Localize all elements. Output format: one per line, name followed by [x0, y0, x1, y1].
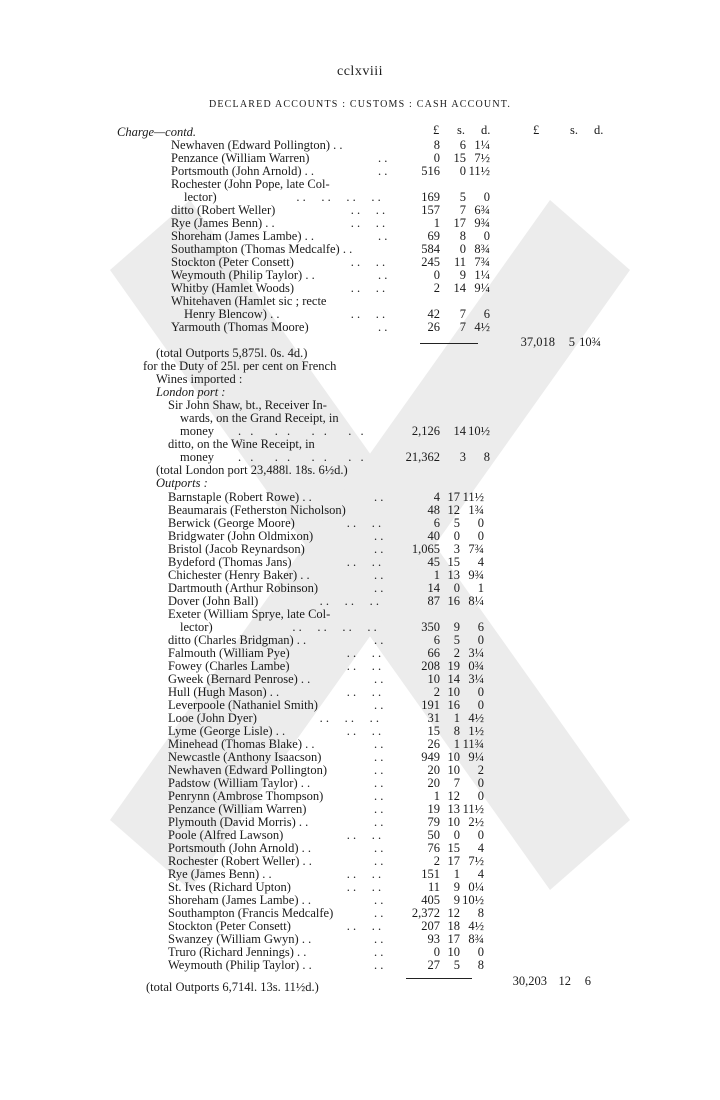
entry-pence: 8¼ — [468, 594, 484, 608]
entry-shillings: 17 — [447, 932, 460, 946]
entry-shillings: 11 — [453, 255, 466, 269]
entry-shillings: 13 — [447, 802, 460, 816]
entry-shillings: 12 — [447, 503, 460, 517]
entry-name: Falmouth (William Pye) — [168, 646, 290, 660]
shaw-line-3: money — [180, 424, 215, 438]
entry-name: Weymouth (Philip Taylor) . . — [171, 268, 315, 282]
entry-leader-dots: . . . . — [350, 203, 386, 217]
entry-pounds: 40 — [427, 529, 440, 543]
entry-pounds: 2,372 — [411, 906, 440, 920]
entry-pounds: 4 — [433, 490, 440, 504]
total-outports-1: (total Outports 5,875l. 0s. 4d.) — [156, 346, 308, 360]
header-pounds-1: £ — [433, 123, 440, 137]
duty-line-1: for the Duty of 25l. per cent on French — [143, 359, 337, 373]
entry-name: Dover (John Ball) — [168, 594, 259, 608]
entry-pounds: 79 — [427, 815, 440, 829]
entry-name: ditto (Charles Bridgman) . . — [168, 633, 307, 647]
entry-pounds: 15 — [427, 724, 440, 738]
subtotal-rule-2 — [406, 978, 472, 979]
entry-leader-dots: . . . . — [346, 724, 382, 738]
entry-pence: 10½ — [462, 893, 484, 907]
entry-pence: 4 — [477, 841, 484, 855]
entry-pence: 9¼ — [474, 281, 490, 295]
entry-pounds: 31 — [427, 711, 440, 725]
entry-pence: 9¾ — [468, 568, 484, 582]
entry-pence: 4½ — [468, 919, 484, 933]
entry-name: Swanzey (William Gwyn) . . — [168, 932, 312, 946]
entry-pounds: 87 — [427, 594, 440, 608]
entry-name: Berwick (George Moore) — [168, 516, 295, 530]
entry-pence: 8¾ — [474, 242, 490, 256]
entry-pounds: 10 — [427, 672, 440, 686]
entry-shillings: 15 — [447, 555, 460, 569]
entry-pence: 6 — [483, 307, 490, 321]
entry-pence: 7¾ — [468, 542, 484, 556]
entry-shillings: 14 — [453, 281, 466, 295]
charge-heading: Charge—contd. — [117, 125, 197, 139]
entry-leader-dots: . . — [374, 945, 384, 959]
entry-shillings: 2 — [453, 646, 460, 660]
entry-pounds: 27 — [427, 958, 440, 972]
entry-pounds: 76 — [427, 841, 440, 855]
entry-name: Southampton (Francis Medcalfe) — [168, 906, 334, 920]
duty-line-2: Wines imported : — [156, 372, 243, 386]
entry-name: Beaumarais (Fetherston Nicholson) — [168, 503, 346, 517]
entry-shillings: 5 — [453, 633, 460, 647]
entry-pence: 6 — [477, 620, 484, 634]
entry-shillings: 16 — [447, 594, 460, 608]
entry-pence: 7½ — [474, 151, 490, 165]
entry-pounds: 45 — [427, 555, 440, 569]
entry-leader-dots: . . . . . . — [319, 711, 379, 725]
entry-leader-dots: . . — [374, 490, 384, 504]
entry-name: Leverpoole (Nathaniel Smith) — [168, 698, 318, 712]
entry-name: Dartmouth (Arthur Robinson) — [168, 581, 318, 595]
entry-name: Whitehaven (Hamlet sic ; recte — [171, 294, 327, 308]
entry-pence: 8¾ — [468, 932, 484, 946]
entry-shillings: 7 — [459, 203, 466, 217]
entry-name: Penzance (William Warren) — [168, 802, 307, 816]
entry-name: Padstow (William Taylor) . . — [168, 776, 311, 790]
entry-pounds: 191 — [421, 698, 440, 712]
entry-pence: 1¼ — [474, 268, 490, 282]
entry-shillings: 10 — [447, 685, 460, 699]
entry-pence: 0 — [477, 529, 484, 543]
subtotal-1-shillings: 5 — [568, 335, 575, 349]
entry-pounds: 50 — [427, 828, 440, 842]
total-outports-2: (total Outports 6,714l. 13s. 11½d.) — [146, 980, 319, 994]
entry-pounds: 207 — [421, 919, 440, 933]
entry-pence: 2½ — [468, 815, 484, 829]
entry-pence: 7¾ — [474, 255, 490, 269]
entry-leader-dots: . . . . — [346, 646, 382, 660]
entry-shillings: 17 — [447, 854, 460, 868]
entry-leader-dots: . . — [374, 815, 384, 829]
entry-name: Bridgwater (John Oldmixon) — [168, 529, 314, 543]
entry-pounds: 2 — [433, 281, 440, 295]
entry-pence: 0 — [477, 828, 484, 842]
entry-pounds: 66 — [427, 646, 440, 660]
entry-name: Southampton (Thomas Medcalfe) . . — [171, 242, 353, 256]
entry-shillings: 5 — [453, 958, 460, 972]
entry-leader-dots: . . . . — [346, 880, 382, 894]
entry-leader-dots: . . . . — [350, 281, 386, 295]
entry-shillings: 15 — [447, 841, 460, 855]
entry-shillings: 3 — [453, 542, 460, 556]
entry-shillings: 8 — [459, 229, 466, 243]
entry-pence: 0 — [477, 516, 484, 530]
entry-name: Rye (James Benn) . . — [168, 867, 272, 881]
entry-name: Poole (Alfred Lawson) — [168, 828, 284, 842]
entry-pence: 8 — [477, 906, 484, 920]
entry-leader-dots: . . — [374, 581, 384, 595]
entry-pounds: 0 — [433, 151, 440, 165]
entry-leader-dots: . . — [378, 151, 388, 165]
entry-leader-dots: . . . . . . . . — [292, 620, 377, 634]
entry-leader-dots: . . — [374, 568, 384, 582]
entry-pence: 3¼ — [468, 672, 484, 686]
entry-pence: 1½ — [468, 724, 484, 738]
entry-shillings: 14 — [447, 672, 460, 686]
entry-leader-dots: . . . . — [350, 216, 386, 230]
entry-name: Yarmouth (Thomas Moore) — [171, 320, 309, 334]
subtotal-2-pence: 6 — [584, 974, 591, 988]
shaw-pounds: 2,126 — [411, 424, 440, 438]
entry-name: Weymouth (Philip Taylor) . . — [168, 958, 312, 972]
entry-pounds: 1 — [433, 568, 440, 582]
entry-leader-dots: . . — [374, 737, 384, 751]
entry-pounds: 157 — [421, 203, 440, 217]
entry-pounds: 0 — [433, 268, 440, 282]
entry-pence: 9¼ — [468, 750, 484, 764]
entry-name: Exeter (William Sprye, late Col- — [168, 607, 331, 621]
entry-pounds: 6 — [433, 633, 440, 647]
entry-shillings: 9 — [459, 268, 466, 282]
entry-shillings: 9 — [453, 893, 460, 907]
entry-name: Fowey (Charles Lambe) — [168, 659, 290, 673]
entry-pounds: 6 — [433, 516, 440, 530]
entry-pounds: 1 — [433, 216, 440, 230]
entry-pence: 6¾ — [474, 203, 490, 217]
entry-leader-dots: . . — [374, 763, 384, 777]
entry-name: Stockton (Peter Consett) — [171, 255, 294, 269]
entry-leader-dots: . . — [374, 672, 384, 686]
entry-leader-dots: . . . . . . . . — [296, 190, 381, 204]
entry-leader-dots: . . — [374, 529, 384, 543]
entry-name: Portsmouth (John Arnold) . . — [168, 841, 312, 855]
subtotal-2-pounds: 30,203 — [512, 974, 547, 988]
entry-pounds: 405 — [421, 893, 440, 907]
entry-name: Bydeford (Thomas Jans) — [168, 555, 292, 569]
entry-name: St. Ives (Richard Upton) — [168, 880, 291, 894]
shaw-leader-dots: . . . . . . . . — [238, 424, 367, 438]
entry-pounds: 14 — [427, 581, 440, 595]
entry-leader-dots: . . . . — [346, 919, 382, 933]
entry-shillings: 17 — [447, 490, 460, 504]
entry-shillings: 18 — [447, 919, 460, 933]
entry-shillings: 7 — [453, 776, 460, 790]
entry-pounds: 245 — [421, 255, 440, 269]
entry-pence: 0 — [477, 633, 484, 647]
entry-name: Lyme (George Lisle) . . — [168, 724, 286, 738]
running-head: DECLARED ACCOUNTS : CUSTOMS : CASH ACCOUNT. — [208, 99, 512, 110]
entry-pounds: 42 — [427, 307, 440, 321]
entry-name: Shoreham (James Lambe) . . — [171, 229, 315, 243]
wine-pounds: 21,362 — [405, 450, 440, 464]
entry-leader-dots: . . — [374, 958, 384, 972]
entry-pence: 0 — [477, 685, 484, 699]
entry-name: lector) — [184, 190, 217, 204]
entry-leader-dots: . . — [374, 633, 384, 647]
entry-shillings: 1 — [453, 867, 460, 881]
entry-pence: 11½ — [468, 164, 490, 178]
entry-pence: 0 — [477, 945, 484, 959]
entry-name: Whitby (Hamlet Woods) — [171, 281, 295, 295]
entry-pounds: 208 — [421, 659, 440, 673]
entry-shillings: 7 — [459, 320, 466, 334]
entry-shillings: 16 — [447, 698, 460, 712]
entry-name: ditto (Robert Weller) — [171, 203, 276, 217]
entry-shillings: 0 — [453, 828, 460, 842]
entry-pounds: 1 — [433, 789, 440, 803]
wine-leader-dots: . . . . . . . . — [238, 450, 367, 464]
entry-pounds: 151 — [421, 867, 440, 881]
entry-shillings: 9 — [453, 620, 460, 634]
entry-pence: 7½ — [468, 854, 484, 868]
entry-pence: 3¼ — [468, 646, 484, 660]
header-pence-2: d. — [594, 123, 604, 137]
entry-pounds: 2 — [433, 685, 440, 699]
entry-pounds: 69 — [427, 229, 440, 243]
entry-shillings: 15 — [453, 151, 466, 165]
entry-leader-dots: . . . . — [346, 659, 382, 673]
subtotal-1-pence: 10¾ — [579, 335, 601, 349]
entry-name: Truro (Richard Jennings) . . — [168, 945, 307, 959]
entry-pounds: 350 — [421, 620, 440, 634]
entry-leader-dots: . . — [378, 320, 388, 334]
entry-pounds: 20 — [427, 763, 440, 777]
entry-name: Newhaven (Edward Pollington) — [168, 763, 327, 777]
header-pence-1: d. — [481, 123, 491, 137]
entry-shillings: 5 — [453, 516, 460, 530]
entry-leader-dots: . . . . — [346, 555, 382, 569]
entry-shillings: 8 — [453, 724, 460, 738]
wine-line-1: ditto, on the Wine Receipt, in — [168, 437, 315, 451]
entry-shillings: 0 — [453, 529, 460, 543]
entry-pence: 4 — [477, 555, 484, 569]
entry-pounds: 11 — [427, 880, 440, 894]
entry-leader-dots: . . — [374, 841, 384, 855]
header-pounds-2: £ — [533, 123, 540, 137]
header-shillings-1: s. — [457, 123, 465, 137]
entry-name: Looe (John Dyer) — [168, 711, 257, 725]
entry-name: Chichester (Henry Baker) . . — [168, 568, 310, 582]
entry-leader-dots: . . — [374, 789, 384, 803]
entry-leader-dots: . . . . . . — [319, 594, 379, 608]
entry-shillings: 9 — [453, 880, 460, 894]
entry-pence: 8 — [477, 958, 484, 972]
wine-line-2: money — [180, 450, 215, 464]
entry-pence: 0 — [477, 789, 484, 803]
entry-pence: 4½ — [468, 711, 484, 725]
entry-pounds: 1,065 — [411, 542, 440, 556]
entry-name: Henry Blencow) . . — [184, 307, 280, 321]
entry-pence: 11¾ — [462, 737, 484, 751]
page-number: cclxviii — [337, 64, 383, 79]
entry-name: Bristol (Jacob Reynardson) — [168, 542, 305, 556]
entry-shillings: 17 — [453, 216, 466, 230]
total-london-port: (total London port 23,488l. 18s. 6½d.) — [156, 463, 348, 477]
entry-pounds: 169 — [421, 190, 440, 204]
shaw-line-2: wards, on the Grand Receipt, in — [180, 411, 339, 425]
entry-name: Rochester (Robert Weller) . . — [168, 854, 312, 868]
entry-pence: 0 — [477, 776, 484, 790]
entry-pence: 11½ — [462, 490, 484, 504]
entry-pounds: 8 — [433, 138, 440, 152]
london-port-heading: London port : — [156, 385, 226, 399]
entry-pence: 1¾ — [468, 503, 484, 517]
entry-shillings: 10 — [447, 763, 460, 777]
entry-shillings: 13 — [447, 568, 460, 582]
entry-leader-dots: . . . . — [346, 828, 382, 842]
entry-shillings: 10 — [447, 815, 460, 829]
entry-shillings: 10 — [447, 945, 460, 959]
entry-pounds: 0 — [433, 945, 440, 959]
entry-leader-dots: . . — [374, 893, 384, 907]
entry-shillings: 6 — [459, 138, 466, 152]
entry-leader-dots: . . — [374, 542, 384, 556]
entry-name: Newcastle (Anthony Isaacson) — [168, 750, 322, 764]
shaw-line-1: Sir John Shaw, bt., Receiver In- — [168, 398, 327, 412]
entry-name: Penrynn (Ambrose Thompson) — [168, 789, 324, 803]
entry-shillings: 0 — [453, 581, 460, 595]
entry-pence: 4½ — [474, 320, 490, 334]
entry-pounds: 93 — [427, 932, 440, 946]
entry-pounds: 949 — [421, 750, 440, 764]
entry-pounds: 2 — [433, 854, 440, 868]
entry-pence: 0¼ — [468, 880, 484, 894]
entry-shillings: 0 — [459, 164, 466, 178]
entry-shillings: 7 — [459, 307, 466, 321]
entry-pence: 1¼ — [474, 138, 490, 152]
wine-shillings: 3 — [459, 450, 466, 464]
entry-pence: 0 — [483, 190, 490, 204]
shaw-pence: 10½ — [468, 424, 490, 438]
entry-leader-dots: . . — [374, 932, 384, 946]
entry-shillings: 0 — [459, 242, 466, 256]
entry-pounds: 26 — [427, 320, 440, 334]
entry-leader-dots: . . — [374, 906, 384, 920]
entry-pence: 11½ — [462, 802, 484, 816]
entry-leader-dots: . . — [378, 268, 388, 282]
shaw-shillings: 14 — [453, 424, 466, 438]
entry-name: lector) — [180, 620, 213, 634]
entry-leader-dots: . . — [378, 164, 388, 178]
entry-shillings: 12 — [447, 906, 460, 920]
entry-leader-dots: . . . . — [346, 516, 382, 530]
entry-shillings: 1 — [453, 711, 460, 725]
entry-name: Gweek (Bernard Penrose) . . — [168, 672, 311, 686]
entry-name: Shoreham (James Lambe) . . — [168, 893, 312, 907]
entry-pence: 4 — [477, 867, 484, 881]
entry-leader-dots: . . — [374, 698, 384, 712]
entry-pence: 0¾ — [468, 659, 484, 673]
entry-leader-dots: . . — [374, 802, 384, 816]
entry-pounds: 516 — [421, 164, 440, 178]
entry-leader-dots: . . — [374, 750, 384, 764]
entry-pounds: 20 — [427, 776, 440, 790]
entry-leader-dots: . . . . — [350, 255, 386, 269]
entry-name: Minehead (Thomas Blake) . . — [168, 737, 315, 751]
subtotal-2-shillings: 12 — [558, 974, 571, 988]
entry-name: Hull (Hugh Mason) . . — [168, 685, 280, 699]
entry-pence: 9¾ — [474, 216, 490, 230]
entry-name: Penzance (William Warren) — [171, 151, 310, 165]
entry-leader-dots: . . — [374, 854, 384, 868]
entry-shillings: 12 — [447, 789, 460, 803]
entry-leader-dots: . . — [378, 229, 388, 243]
entry-shillings: 19 — [447, 659, 460, 673]
entry-name: Barnstaple (Robert Rowe) . . — [168, 490, 312, 504]
entry-pounds: 19 — [427, 802, 440, 816]
entry-shillings: 10 — [447, 750, 460, 764]
entry-shillings: 1 — [453, 737, 460, 751]
entry-leader-dots: . . — [374, 776, 384, 790]
entry-leader-dots: . . . . — [346, 685, 382, 699]
entry-name: Plymouth (David Morris) . . — [168, 815, 309, 829]
entry-pence: 1 — [477, 581, 484, 595]
entry-pence: 2 — [477, 763, 484, 777]
entry-leader-dots: . . . . — [350, 307, 386, 321]
entry-name: Stockton (Peter Consett) — [168, 919, 291, 933]
entry-pounds: 584 — [421, 242, 440, 256]
wine-pence: 8 — [483, 450, 490, 464]
entry-pence: 0 — [483, 229, 490, 243]
outports-heading: Outports : — [156, 476, 208, 490]
entry-name: Newhaven (Edward Pollington) . . — [171, 138, 343, 152]
entry-pence: 0 — [477, 698, 484, 712]
entry-pounds: 26 — [427, 737, 440, 751]
subtotal-1-pounds: 37,018 — [520, 335, 555, 349]
entry-name: Rochester (John Pope, late Col- — [171, 177, 330, 191]
entry-name: Rye (James Benn) . . — [171, 216, 275, 230]
entry-leader-dots: . . . . — [346, 867, 382, 881]
entry-name: Portsmouth (John Arnold) . . — [171, 164, 315, 178]
subtotal-rule-1 — [420, 343, 478, 344]
entry-shillings: 5 — [459, 190, 466, 204]
header-shillings-2: s. — [570, 123, 578, 137]
entry-pounds: 48 — [427, 503, 440, 517]
